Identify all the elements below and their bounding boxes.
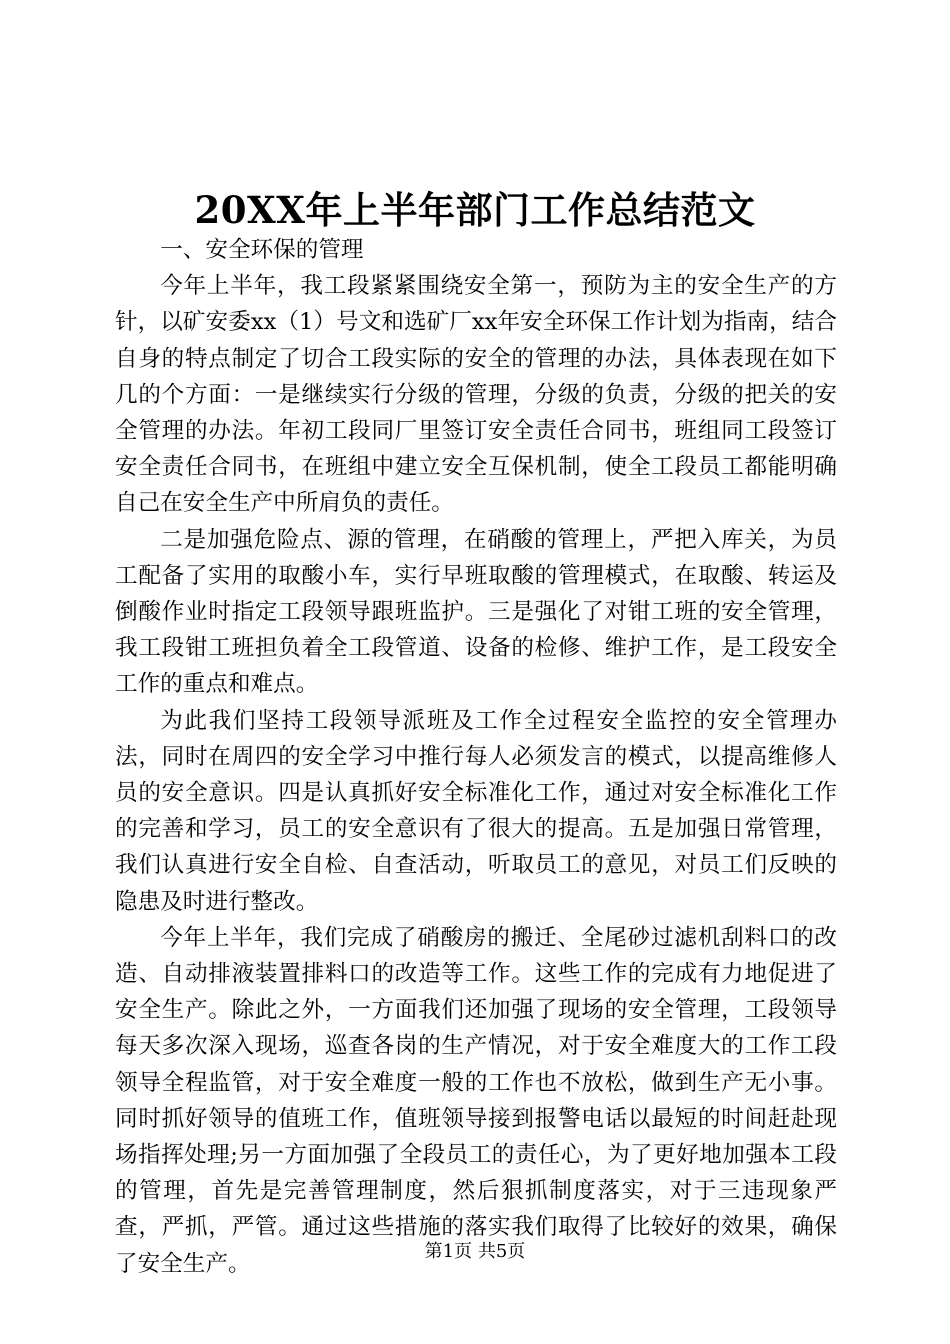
document-title: 20XX年上半年部门工作总结范文 — [194, 188, 756, 232]
page-number: 第1页 共5页 — [424, 1241, 526, 1262]
body-paragraph: 今年上半年，我工段紧紧围绕安全第一，预防为主的安全生产的方针，以矿安委xx（1）号文和选矿厂xx年安全环保工作计划为指南，结合自身的特点制定了切合工段实际的安全的管理的办法，具体表现在如下几的个方面：一是继续实行分级的管理，分级的负责，分级的把关的安全管理的办法。年初工段同厂里签订安全责任合同书，班组同工段签订安全责任合同书，在班组中建立安全互保机制，使全工段员工都能明确自己在安全生产中所肩负的责任。 — [115, 273, 837, 517]
body-paragraph: 为此我们坚持工段领导派班及工作全过程安全监控的安全管理办法，同时在周四的安全学习中推行每人必须发言的模式，以提高维修人员的安全意识。四是认真抓好安全标准化工作，通过对安全标准化工作的完善和学习，员工的安全意识有了很大的提高。五是加强日常管理，我们认真进行安全自检、自查活动，听取员工的意见，对员工们反映的隐患及时进行整改。 — [115, 707, 837, 915]
body-paragraph: 二是加强危险点、源的管理，在硝酸的管理上，严把入库关，为员工配备了实用的取酸小车，实行早班取酸的管理模式，在取酸、转运及倒酸作业时指定工段领导跟班监护。三是强化了对钳工班的安全管理，我工段钳工班担负着全工段管道、设备的检修、维护工作，是工段安全工作的重点和难点。 — [115, 526, 837, 698]
body-paragraph: 今年上半年，我们完成了硝酸房的搬迁、全尾砂过滤机刮料口的改造、自动排液装置排料口的改造等工作。这些工作的完成有力地促进了安全生产。除此之外，一方面我们还加强了现场的安全管理，工段领导每天多次深入现场，巡查各岗的生产情况，对于安全难度大的工作工段领导全程监管，对于安全难度一般的工作也不放松，做到生产无小事。同时抓好领导的值班工作，值班领导接到报警电话以最短的时间赶赴现场指挥处理;另一方面加强了全段员工的责任心，为了更好地加强本工段的管理，首先是完善管理制度，然后狠抓制度落实，对于三违现象严查，严抓，严管。通过这些措施的落实我们取得了比较好的效果，确保了安全生产。 — [115, 924, 837, 1277]
section-heading: 一、安全环保的管理 — [160, 237, 364, 263]
document-body — [115, 232, 837, 1282]
